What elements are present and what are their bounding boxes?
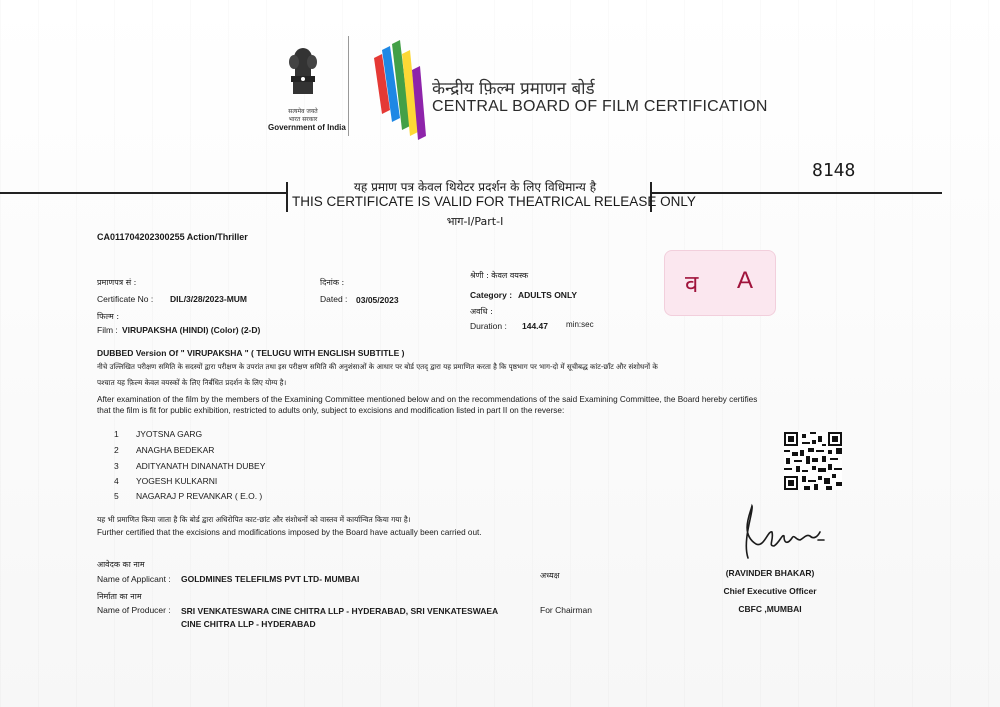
- date-value: 03/05/2023: [356, 295, 399, 305]
- date-hindi: दिनांक :: [320, 278, 345, 287]
- further-hindi: यह भी प्रमाणित किया जाता है कि बोर्ड द्वारा अधिरोपित काट-छांट और संशोधनों को वास्तव में कार्यान्वित किया गया है।: [97, 515, 411, 524]
- committee-num: 1: [114, 429, 119, 439]
- for-chairman: For Chairman: [540, 605, 592, 615]
- producer-value-1: SRI VENKATESWARA CINE CHITRA LLP - HYDERABAD, SRI VENKATESWAEA: [181, 606, 499, 616]
- film-label: Film :: [97, 325, 118, 335]
- cert-no-label: Certificate No :: [97, 294, 154, 304]
- committee-num: 2: [114, 445, 119, 455]
- emblem-hindi: भारत सरकार: [288, 116, 318, 123]
- board-name-hindi: केन्द्रीय फ़िल्म प्रमाणन बोर्ड: [432, 79, 595, 99]
- committee-name: ADITYANATH DINANATH DUBEY: [136, 461, 266, 471]
- cert-no-hindi: प्रमाणपत्र सं :: [97, 278, 137, 287]
- emblem-english: Government of India: [268, 123, 346, 132]
- banner-tick-left: [286, 182, 288, 212]
- body-english-2: that the film is fit for public exhibition, restricted to adults only, subject to excisions and modification listed in part II on the reverse:: [97, 406, 565, 415]
- category-label: Category :: [470, 290, 513, 300]
- film-value: VIRUPAKSHA (HINDI) (Color) (2-D): [122, 325, 261, 335]
- duration-value: 144.47: [522, 321, 548, 331]
- body-hindi-2: पश्चात यह फ़िल्म केवल वयस्कों के लिए निर्बंधित प्रदर्शन के लिए योग्य है।: [97, 378, 287, 387]
- signatory-name: (RAVINDER BHAKAR): [725, 568, 815, 578]
- duration-label: Duration :: [470, 321, 507, 331]
- producer-value-2: CINE CHITRA LLP - HYDERABAD: [181, 619, 316, 629]
- duration-hindi: अवधि :: [470, 307, 493, 316]
- signatory-office: CBFC ,MUMBAI: [738, 604, 802, 614]
- date-label: Dated :: [320, 294, 348, 304]
- cert-no-value: DIL/3/28/2023-MUM: [170, 294, 247, 304]
- category-hindi: श्रेणी : केवल वयस्क: [470, 271, 529, 280]
- category-value: ADULTS ONLY: [518, 290, 578, 300]
- producer-label: Name of Producer :: [97, 605, 171, 615]
- signatory-block: [700, 564, 840, 618]
- body-hindi-1: नीचे उल्लिखित परीक्षण समिति के सदस्यों द्वारा परीक्षण के उपरांत तथा इस परीक्षण समिति की अनुशंसाओं के आधार पर बोर्ड एतद् द्वारा यह प्रमाणित करता है कि पृष्ठभाग पर भाग-दो में सूचीबद्ध कांट-छाँट और संशोधनों के: [97, 362, 658, 371]
- validity-hindi: यह प्रमाण पत्र केवल थियेटर प्रदर्शन के लिए विधिमान्य है: [353, 180, 597, 194]
- part-label: भाग-I/Part-I: [446, 215, 504, 228]
- serial-number: 8148: [812, 160, 856, 181]
- committee-name: YOGESH KULKARNI: [136, 476, 218, 486]
- board-name-english: CENTRAL BOARD OF FILM CERTIFICATION: [432, 98, 768, 115]
- emblem-motto: सत्यमेव जयते: [288, 108, 318, 115]
- rating-stamp: [664, 250, 776, 316]
- producer-hindi: निर्माता का नाम: [97, 592, 142, 601]
- committee-name: NAGARAJ P REVANKAR ( E.O. ): [136, 491, 263, 501]
- signature-icon: [734, 500, 826, 564]
- body-english-1: After examination of the film by the members of the Examining Committee mentioned below and on the recommendations of the said Examining Committee, the Board hereby certifies: [97, 395, 758, 404]
- rating-hindi: व: [685, 270, 699, 298]
- cbfc-logo-icon: [372, 40, 428, 140]
- applicant-hindi: आवेदक का नाम: [97, 560, 145, 569]
- committee-name: ANAGHA BEDEKAR: [136, 445, 215, 455]
- certificate-code: CA011704202300255 Action/Thriller: [97, 232, 248, 242]
- further-english: Further certified that the excisions and modifications imposed by the Board have actually been carried out.: [97, 528, 482, 537]
- applicant-value: GOLDMINES TELEFILMS PVT LTD- MUMBAI: [181, 574, 360, 584]
- duration-unit: min:sec: [566, 320, 594, 329]
- applicant-label: Name of Applicant :: [97, 574, 171, 584]
- committee-num: 4: [114, 476, 119, 486]
- government-emblem: [268, 44, 346, 132]
- ashoka-emblem-icon: [283, 44, 323, 100]
- committee-num: 5: [114, 491, 119, 501]
- validity-english: THIS CERTIFICATE IS VALID FOR THEATRICAL RELEASE ONLY: [292, 194, 696, 209]
- committee-num: 3: [114, 461, 119, 471]
- header-divider: [348, 36, 349, 136]
- chairman-hindi: अध्यक्ष: [540, 571, 560, 580]
- film-hindi: फिल्म :: [97, 312, 120, 321]
- rating-english: A: [737, 267, 754, 294]
- qr-code-icon: [784, 432, 842, 490]
- signatory-title: Chief Executive Officer: [723, 586, 817, 596]
- dubbed-line: DUBBED Version Of " VIRUPAKSHA " ( TELUGU WITH ENGLISH SUBTITLE ): [97, 348, 405, 358]
- banner-rule-left: [0, 192, 286, 194]
- committee-name: JYOTSNA GARG: [136, 429, 203, 439]
